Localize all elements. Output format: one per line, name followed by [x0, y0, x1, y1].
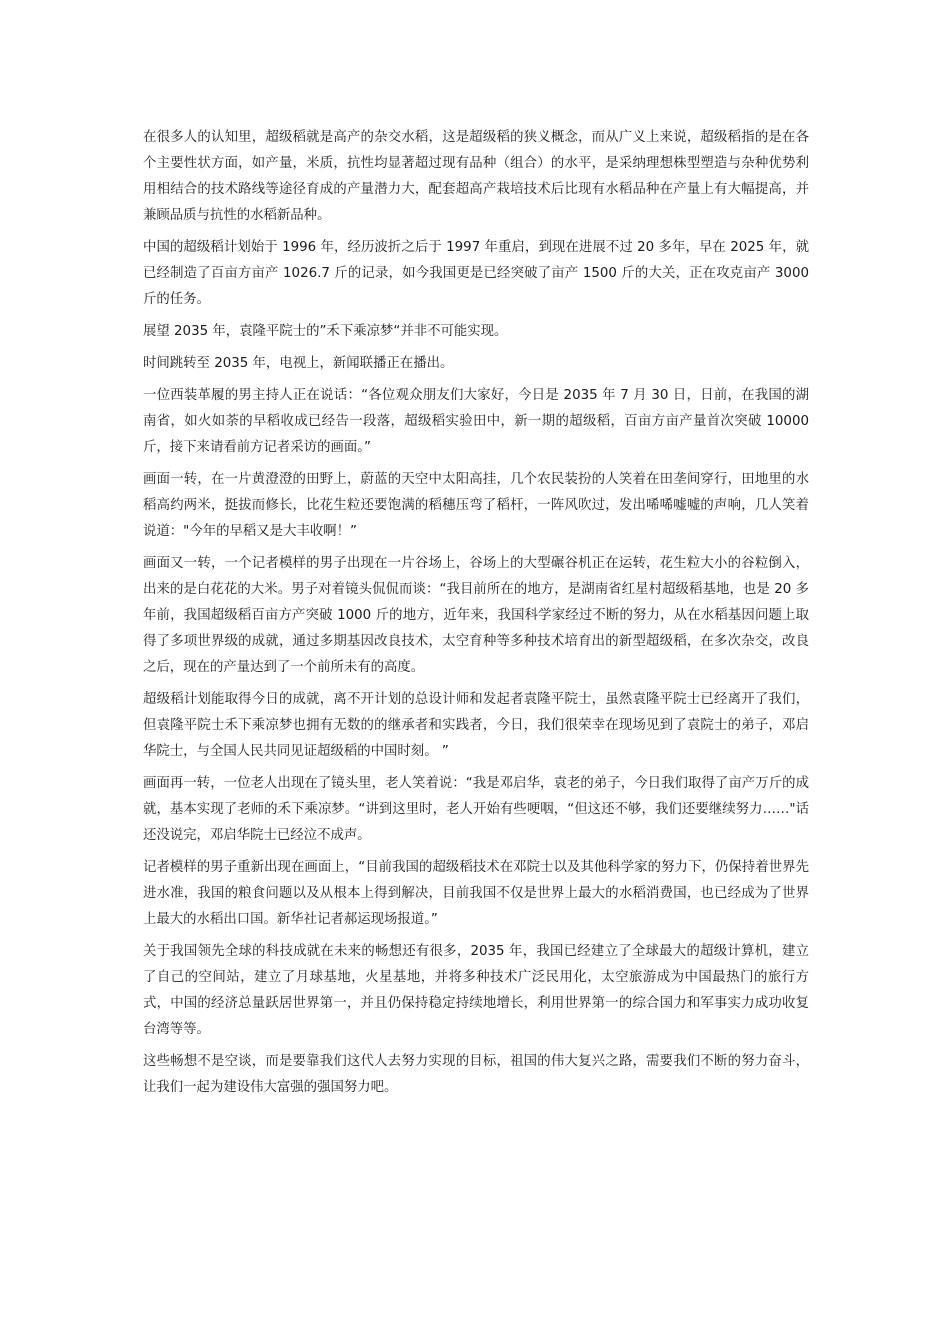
paragraph-6: 画面一转，在一片黄澄澄的田野上，蔚蓝的天空中太阳高挂，几个农民装扮的人笑着在田垄间穿行，田地里的水稻高约两米，挺拔而修长，比花生粒还要饱满的稻穗压弯了稻杆，一阵风吹过，发出唏唏嘘嘘的声响，几人笑着说道："今年的早稻又是大丰收啊！”	[143, 472, 809, 539]
paragraph-7: 画面又一转，一个记者模样的男子出现在一片谷场上，谷场上的大型碾谷机正在运转，花生粒大小的谷粒倒入，出来的是白花花的大米。男子对着镜头侃侃而谈：“我目前所在的地方，是湖南省红星村超级稻基地，也是 20 多年前，我国超级稻百亩方产突破 1000 斤的地方，近年来，我国科学家经过不断的努力，从在水稻基因问题上取得了多项世界级的成就，通过多期基因改良技术，太空育种等多种技术培育出的新型超级稻，在多次杂交，改良之后，现在的产量达到了一个前所未有的高度。	[143, 556, 809, 675]
paragraph-9: 画面再一转，一位老人出现在了镜头里，老人笑着说：“我是邓启华，袁老的弟子，今日我们取得了亩产万斤的成就，基本实现了老师的禾下乘凉梦。“讲到这里时，老人开始有些哽咽，“但这还不够，我们还要继续努力……"话还没说完，邓启华院士已经泣不成声。	[143, 776, 809, 843]
paragraph-8: 超级稻计划能取得今日的成就，离不开计划的总设计师和发起者袁隆平院士，虽然袁隆平院士已经离开了我们，但袁隆平院士禾下乘凉梦也拥有无数的的继承者和实践者，今日，我们很荣幸在现场见到了袁院士的弟子，邓启华院士，与全国人民共同见证超级稻的中国时刻。 ”	[143, 692, 809, 759]
paragraph-2: 中国的超级稻计划始于 1996 年，经历波折之后于 1997 年重启，到现在进展不过 20 多年，早在 2025 年，就已经制造了百亩方亩产 1026.7 斤的记录，如今我国更是已经突破了亩产 1500 斤的大关，正在攻克亩产 3000 斤的任务。	[143, 240, 809, 307]
paragraph-1: 在很多人的认知里，超级稻就是高产的杂交水稻，这是超级稻的狭义概念，而从广义上来说，超级稻指的是在各个主要性状方面，如产量，米质，抗性均显著超过现有品种（组合）的水平，是采纳理想株型塑造与杂种优势利用相结合的技术路线等途径育成的产量潜力大，配套超高产栽培技术后比现有水稻品种在产量上有大幅提高，并兼顾品质与抗性的水稻新品种。	[143, 130, 809, 223]
paragraph-3: 展望 2035 年，袁隆平院士的”禾下乘凉梦“并非不可能实现。	[143, 324, 508, 339]
paragraph-4: 时间跳转至 2035 年，电视上，新闻联播正在播出。	[143, 356, 454, 371]
paragraph-10: 记者模样的男子重新出现在画面上，“目前我国的超级稻技术在邓院士以及其他科学家的努力下，仍保持着世界先进水准，我国的粮食问题以及从根本上得到解决，目前我国不仅是世界上最大的水稻消费国，也已经成为了世界上最大的水稻出口国。新华社记者郝运现场报道。”	[143, 860, 809, 927]
paragraph-11: 关于我国领先全球的科技成就在未来的畅想还有很多，2035 年，我国已经建立了全球最大的超级计算机，建立了自己的空间站，建立了月球基地，火星基地，并将多种技术广泛民用化，太空旅游成为中国最热门的旅行方式，中国的经济总量跃居世界第一，并且仍保持稳定持续地增长，利用世界第一的综合国力和军事实力成功收复台湾等等。	[143, 944, 809, 1037]
paragraph-12: 这些畅想不是空谈，而是要靠我们这代人去努力实现的目标，祖国的伟大复兴之路，需要我们不断的努力奋斗，让我们一起为建设伟大富强的强国努力吧。	[143, 1054, 809, 1095]
paragraph-5: 一位西装革履的男主持人正在说话：“各位观众朋友们大家好，今日是 2035 年 7 月 30 日，日前，在我国的湖南省，如火如荼的早稻收成已经告一段落，超级稻实验田中，新一期的超级稻，百亩方亩产量首次突破 10000 斤，接下来请看前方记者采访的画面。”	[143, 388, 809, 455]
article-body	[143, 125, 809, 1107]
